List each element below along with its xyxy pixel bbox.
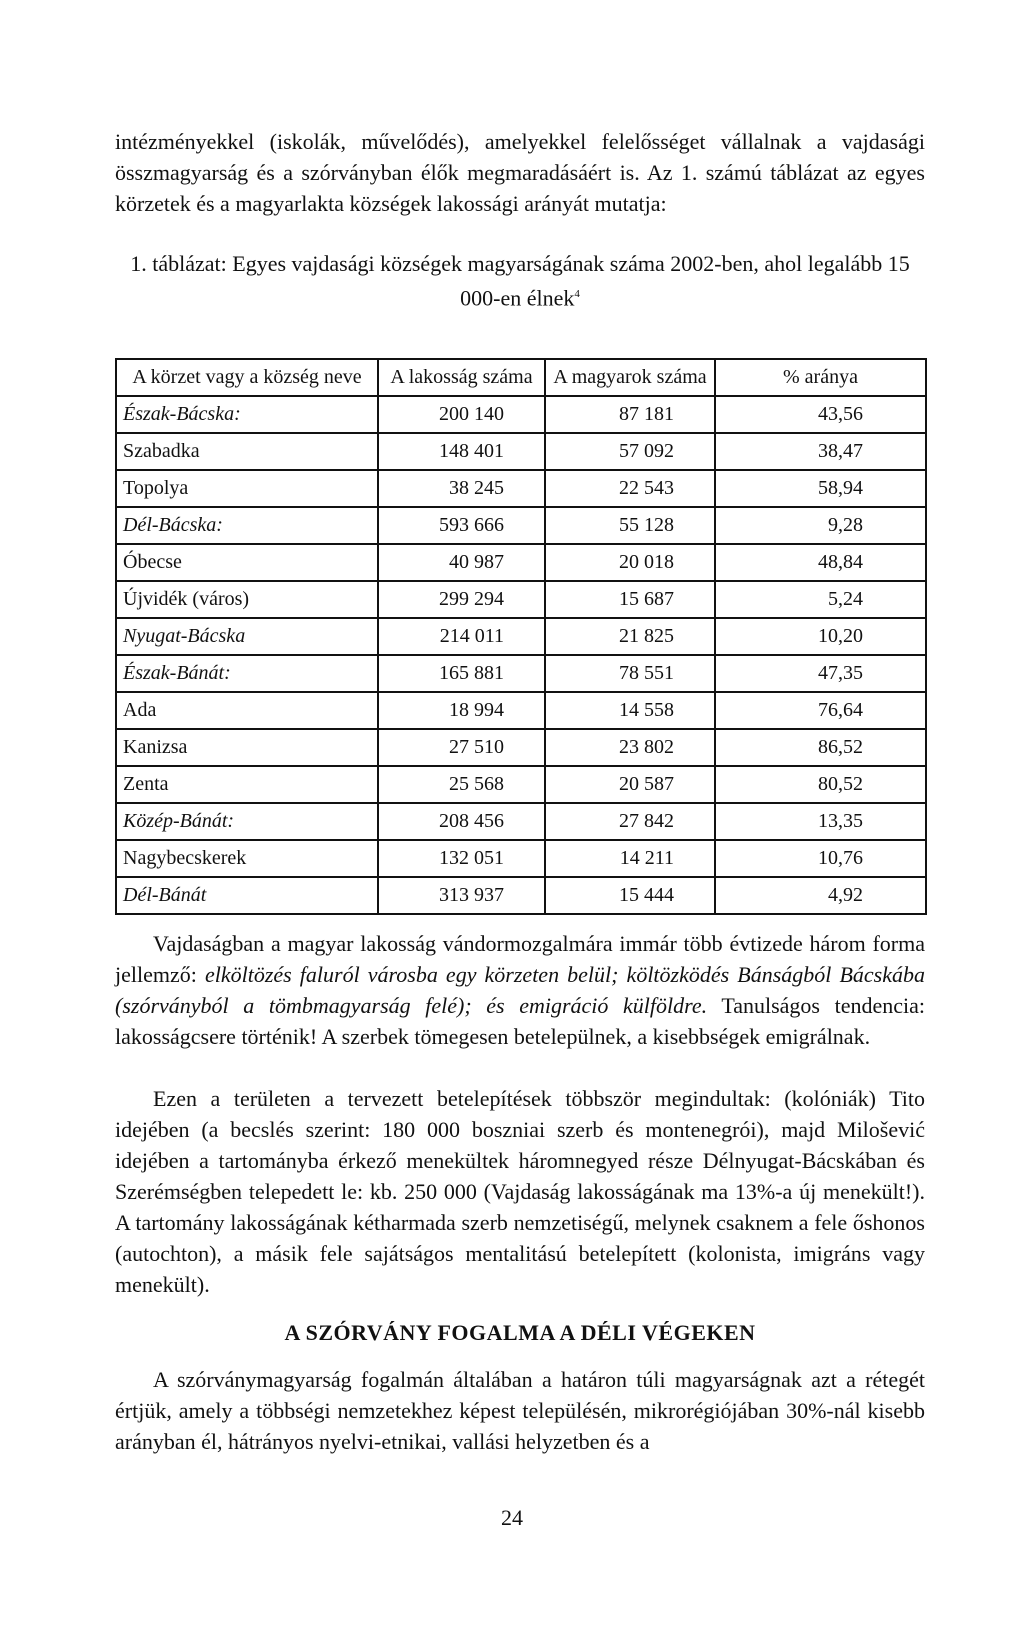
row-percent: 48,84 (715, 544, 926, 581)
paragraph-migration-start: Vajdaságban a magyar lakosság vándormozgalmára immár több évtizede három forma jellemző: (115, 931, 925, 987)
row-name: Szabadka (116, 433, 378, 470)
row-percent: 9,28 (715, 507, 926, 544)
table-row (116, 618, 926, 655)
row-population: 208 456 (378, 803, 545, 840)
row-population: 38 245 (378, 470, 545, 507)
row-percent: 5,24 (715, 581, 926, 618)
table-row (116, 840, 926, 877)
row-percent: 4,92 (715, 877, 926, 914)
header-hungarians: A magyarok száma (545, 359, 715, 396)
table-row (116, 433, 926, 470)
table-caption-text: 1. táblázat: Egyes vajdasági községek magyarságának száma 2002-ben, ahol legalább 15 000-en élnek (130, 251, 910, 311)
header-name: A körzet vagy a község neve (116, 359, 378, 396)
row-name: Újvidék (város) (116, 581, 378, 618)
paragraph-migration-italic: elköltözés faluról városba egy körzeten belül; költözködés Bánságból Bácskába (szórványból a tömbmagyarság felé); és emigráció külföldre. (115, 962, 926, 1018)
row-name: Ada (116, 692, 378, 729)
row-name: Óbecse (116, 544, 378, 581)
row-hungarians: 21 825 (545, 618, 715, 655)
table-row (116, 803, 926, 840)
row-name: Nyugat-Bácska (116, 618, 378, 655)
table-row (116, 877, 926, 914)
row-name: Topolya (116, 470, 378, 507)
row-hungarians: 22 543 (545, 470, 715, 507)
row-name: Észak-Bánát: (116, 655, 378, 692)
row-population: 313 937 (378, 877, 545, 914)
row-name: Nagybecskerek (116, 840, 378, 877)
row-hungarians: 15 444 (545, 877, 715, 914)
row-hungarians: 27 842 (545, 803, 715, 840)
table-row (116, 581, 926, 618)
paragraph-migration (115, 928, 925, 1052)
table-row (116, 692, 926, 729)
table-caption (115, 248, 925, 313)
row-population: 148 401 (378, 433, 545, 470)
row-hungarians: 14 558 (545, 692, 715, 729)
row-percent: 47,35 (715, 655, 926, 692)
row-population: 25 568 (378, 766, 545, 803)
intro-paragraph: intézményekkel (iskolák, művelődés), amelyekkel felelősséget vállalnak a vajdasági összmagyarság és a szórványban élők megmaradásáért is. Az 1. számú táblázat az egyes körzetek és a magyarlakta községek lakossági arányát mutatja: (115, 129, 925, 216)
row-population: 165 881 (378, 655, 545, 692)
row-population: 18 994 (378, 692, 545, 729)
table-row (116, 507, 926, 544)
paragraph-settlement: Ezen a területen a tervezett betelepítések többször megindultak: (kolóniák) Tito idejében (a becslés szerint: 180 000 boszniai szerb és montenegrói), majd Milošević idejében a tartományba érkező menekültek háromnegyed része Délnyugat-Bácskában és Szerémségben telepedett le: kb. 250 000 (Vajdaság lakosságának ma 13%-a új menekült!). A tartomány lakosságának kétharmada szerb nemzetiségű, melynek csaknem a fele őshonos (autochton), a másik fele sajátságos mentalitású betelepített (kolonista, imigráns vagy menekült). (115, 1086, 925, 1297)
row-hungarians: 20 587 (545, 766, 715, 803)
table-row (116, 655, 926, 692)
header-percent: % aránya (715, 359, 926, 396)
row-name: Dél-Bácska: (116, 507, 378, 544)
row-population: 132 051 (378, 840, 545, 877)
row-percent: 86,52 (715, 729, 926, 766)
row-percent: 10,20 (715, 618, 926, 655)
row-population: 593 666 (378, 507, 545, 544)
paragraph-migration-end: Tanulságos tendencia: lakosságcsere történik! A szerbek tömegesen betelepülnek, a kisebbségek emigrálnak. (115, 993, 925, 1049)
row-hungarians: 23 802 (545, 729, 715, 766)
row-percent: 10,76 (715, 840, 926, 877)
row-population: 299 294 (378, 581, 545, 618)
row-hungarians: 15 687 (545, 581, 715, 618)
row-percent: 43,56 (715, 396, 926, 433)
row-name: Észak-Bácska: (116, 396, 378, 433)
table-row (116, 470, 926, 507)
section-heading: A SZÓRVÁNY FOGALMA A DÉLI VÉGEKEN (284, 1320, 756, 1345)
row-hungarians: 14 211 (545, 840, 715, 877)
row-hungarians: 20 018 (545, 544, 715, 581)
row-name: Közép-Bánát: (116, 803, 378, 840)
row-population: 27 510 (378, 729, 545, 766)
row-hungarians: 57 092 (545, 433, 715, 470)
table-row (116, 729, 926, 766)
population-table (115, 358, 927, 915)
row-name: Dél-Bánát (116, 877, 378, 914)
row-name: Kanizsa (116, 729, 378, 766)
footnote-mark: 4 (574, 288, 580, 300)
row-population: 200 140 (378, 396, 545, 433)
row-percent: 38,47 (715, 433, 926, 470)
paragraph-diaspora: A szórványmagyarság fogalmán általában a határon túli magyarságnak azt a rétegét értjük, amely a többségi nemzetekhez képest településén, mikrorégiójában 30%-nál kisebb arányban él, hátrányos nyelvi-etnikai, vallási helyzetben és a (115, 1367, 925, 1454)
table-header-row (116, 359, 926, 396)
row-percent: 80,52 (715, 766, 926, 803)
table-row (116, 544, 926, 581)
row-population: 40 987 (378, 544, 545, 581)
header-population: A lakosság száma (378, 359, 545, 396)
table-row (116, 766, 926, 803)
row-hungarians: 78 551 (545, 655, 715, 692)
row-name: Zenta (116, 766, 378, 803)
row-percent: 13,35 (715, 803, 926, 840)
row-hungarians: 87 181 (545, 396, 715, 433)
row-population: 214 011 (378, 618, 545, 655)
row-hungarians: 55 128 (545, 507, 715, 544)
page-number: 24 (501, 1505, 523, 1530)
row-percent: 58,94 (715, 470, 926, 507)
table-row (116, 396, 926, 433)
row-percent: 76,64 (715, 692, 926, 729)
